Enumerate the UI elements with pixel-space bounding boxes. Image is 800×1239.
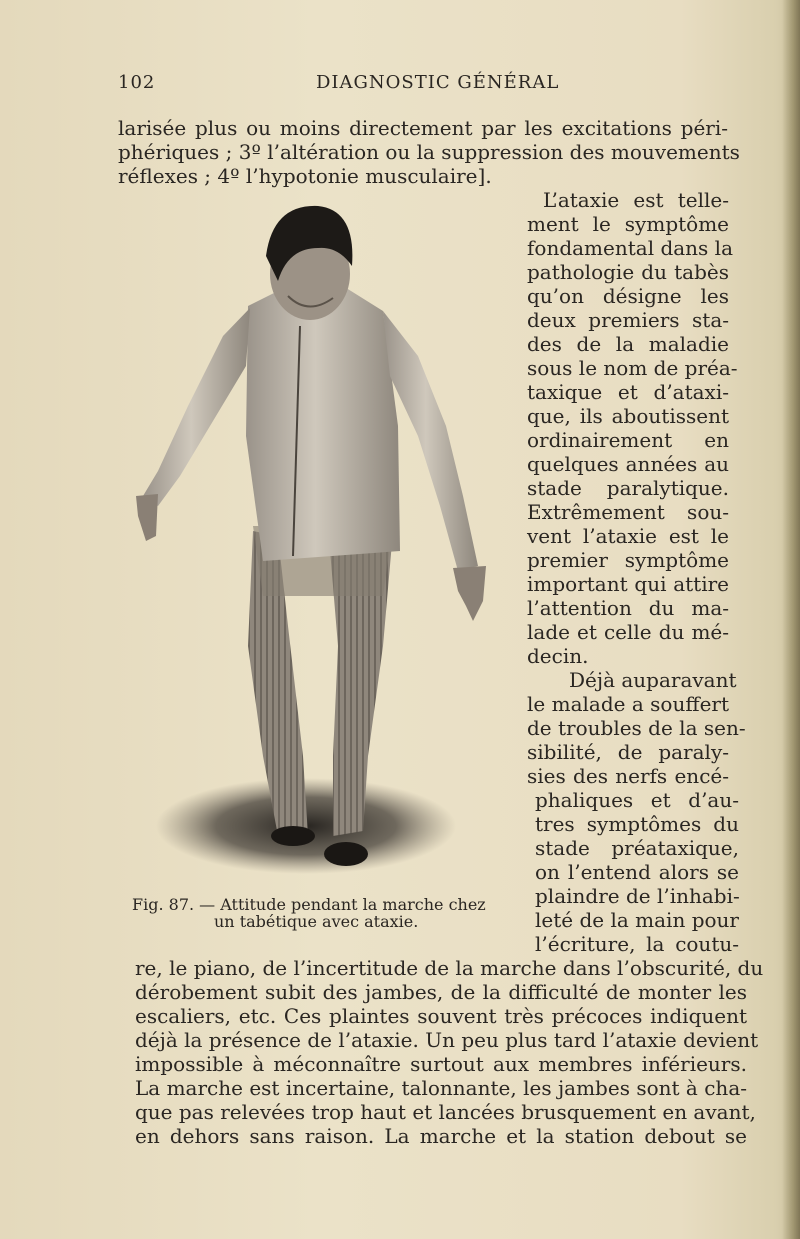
left-hand bbox=[136, 494, 158, 541]
column-line: ment le symptôme bbox=[527, 212, 729, 236]
text-line: larisée plus ou moins directement par les excitations péri- bbox=[118, 116, 728, 140]
column-line: Déjà auparavant bbox=[569, 668, 737, 692]
column-line: taxique et d’ataxi- bbox=[527, 380, 729, 404]
column-line: sies des nerfs encé- bbox=[527, 764, 729, 788]
text-line: que pas relevées trop haut et lancées brusquement en avant, bbox=[135, 1100, 756, 1124]
column-line: le malade a souffert bbox=[527, 692, 729, 716]
column-line: fondamental dans la bbox=[527, 236, 733, 260]
column-line: deux premiers sta- bbox=[527, 308, 729, 332]
text-line: re, le piano, de l’incertitude de la marche dans l’obscurité, du bbox=[135, 956, 764, 980]
column-line: pathologie du tabès bbox=[527, 260, 729, 284]
text-line: dérobement subit des jambes, de la difficulté de monter les bbox=[135, 980, 747, 1004]
running-title: DIAGNOSTIC GÉNÉRAL bbox=[316, 72, 560, 93]
column-line: Extrêmement sou- bbox=[527, 500, 729, 524]
column-line: tres symptômes du bbox=[535, 812, 739, 836]
figure-caption-line: un tabétique avec ataxie. bbox=[214, 912, 419, 931]
page-number: 102 bbox=[118, 72, 156, 93]
column-line: important qui attire bbox=[527, 572, 729, 596]
text-line: en dehors sans raison. La marche et la station debout se bbox=[135, 1124, 747, 1148]
column-line: premier symptôme bbox=[527, 548, 729, 572]
page-header bbox=[118, 72, 728, 100]
left-shoe bbox=[271, 826, 315, 846]
column-line: vent l’ataxie est le bbox=[527, 524, 729, 548]
figure-photograph bbox=[128, 196, 500, 886]
text-line: escaliers, etc. Ces plaintes souvent très précoces indiquent bbox=[135, 1004, 747, 1028]
page-edge-shadow bbox=[782, 0, 800, 1239]
text-line: déjà la présence de l’ataxie. Un peu plus tard l’ataxie devient bbox=[135, 1028, 759, 1052]
left-arm bbox=[143, 308, 250, 506]
column-line: on l’entend alors se bbox=[535, 860, 739, 884]
column-line: que, ils aboutissent bbox=[527, 404, 729, 428]
column-line: de troubles de la sen- bbox=[527, 716, 746, 740]
figure-caption-line: Fig. 87. — Attitude pendant la marche chez bbox=[132, 895, 486, 914]
column-line: ordinairement en bbox=[527, 428, 729, 452]
shirt bbox=[246, 286, 400, 561]
column-line: lade et celle du mé- bbox=[527, 620, 729, 644]
column-line: l’écriture, la coutu- bbox=[535, 932, 739, 956]
column-line: leté de la main pour bbox=[535, 908, 739, 932]
column-line: l’attention du ma- bbox=[527, 596, 729, 620]
text-line: impossible à méconnaître surtout aux membres inférieurs. bbox=[135, 1052, 747, 1076]
column-line: stade paralytique. bbox=[527, 476, 729, 500]
right-hand bbox=[453, 566, 486, 621]
column-line: qu’on désigne les bbox=[527, 284, 729, 308]
column-line: des de la maladie bbox=[527, 332, 729, 356]
text-line: réflexes ; 4º l’hypotonie musculaire]. bbox=[118, 164, 492, 188]
text-line: phériques ; 3º l’altération ou la suppression des mouvements bbox=[118, 140, 740, 164]
column-line: sous le nom de préa- bbox=[527, 356, 738, 380]
column-line: L’ataxie est telle- bbox=[543, 188, 729, 212]
right-shoe bbox=[324, 842, 368, 866]
column-line: phaliques et d’au- bbox=[535, 788, 739, 812]
column-line: decin. bbox=[527, 644, 589, 668]
text-line: La marche est incertaine, talonnante, les jambes sont à cha- bbox=[135, 1076, 747, 1100]
column-line: plaindre de l’inhabi- bbox=[535, 884, 740, 908]
column-line: stade préataxique, bbox=[535, 836, 739, 860]
column-line: quelques années au bbox=[527, 452, 729, 476]
column-line: sibilité, de paraly- bbox=[527, 740, 729, 764]
